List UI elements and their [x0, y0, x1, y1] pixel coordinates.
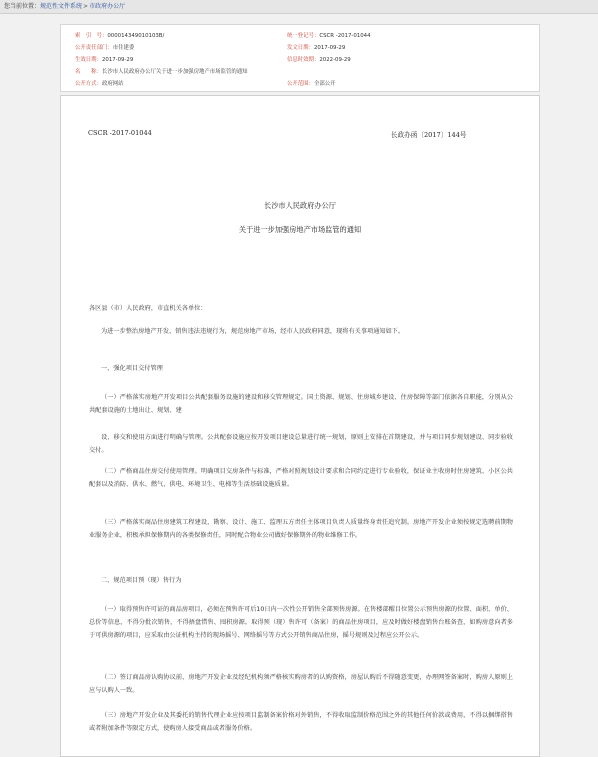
- meta-value: 2017-09-29: [313, 45, 346, 51]
- document-body: [60, 95, 540, 757]
- document-title: 关于进一步加强房地产市场监管的通知: [238, 225, 362, 234]
- breadcrumb-link-office[interactable]: 市政府办公厅: [89, 3, 126, 10]
- breadcrumb-label: 您当前位置：: [4, 3, 41, 10]
- salutation: 各区县（市）人民政府，市直机关各单位：: [89, 305, 207, 312]
- document-metadata-panel: [60, 24, 540, 92]
- meta-value: 长沙市人民政府办公厅关于进一步加强房地产市场监管的通知: [101, 69, 248, 75]
- meta-row-dept: [61, 42, 539, 54]
- meta-row-title: [61, 66, 539, 78]
- breadcrumb-link-system[interactable]: 规范性文件系统: [40, 3, 83, 10]
- meta-key: 生效日期：: [75, 57, 102, 63]
- meta-value: 市住建委: [112, 45, 135, 51]
- breadcrumb: [0, 0, 598, 13]
- paragraph: （三）房地产开发企业及其委托的销售代理企业应按项目监制备案价格对外销售，不得收取监制价格范围之外的其他任何价款或费用，不得以捆绑搭售或者附加条件等限定方式，使购房人接受商品或者服务价格。: [89, 712, 513, 732]
- paragraph: （三）严格落实商品住房建筑工程建设、勘察、设计、施工、监理五方责任主体项目负责人质量终身责任追究制。房地产开发企业须按规定选聘前期物业服务企业，积极承担保修期内的各类保修责任，同时配合物业公司做好保修期外的物业维修工作。: [89, 519, 513, 539]
- meta-value: 政府网站: [101, 81, 124, 87]
- section-heading: 二、规范项目预（现）售行为: [101, 577, 182, 584]
- meta-key: 公开责任部门：: [75, 45, 113, 51]
- document-number: 长政办函〔2017〕144号: [391, 131, 467, 139]
- meta-row-disclosure: [61, 78, 539, 90]
- meta-key: 统一登记号：: [287, 33, 320, 39]
- meta-key: 名 称：: [75, 69, 102, 75]
- meta-value: 全部公开: [313, 81, 336, 87]
- section-heading: 一、强化项目交付管理: [101, 365, 163, 372]
- paragraph: （一）严格落实房地产开发项目公共配套服务设施的建设和移交管理规定。国土资源、规划、住房城乡建设、住房保障等部门依据各自职能，分别从公共配套设施的土地出让、规划、建: [89, 394, 513, 414]
- meta-row-index: [61, 30, 539, 42]
- paragraph: 为进一步整治房地产开发、销售违法违规行为，规范房地产市场，经市人民政府同意，现将有关事项通知如下。: [101, 328, 405, 335]
- meta-value: 2017-09-29: [101, 57, 134, 63]
- issuer-name: 长沙市人民政府办公厅: [264, 201, 336, 210]
- meta-key: 发文日期：: [287, 45, 314, 51]
- meta-value: 000014349010103B/: [107, 33, 165, 39]
- paragraph: 设、移交和使用方面进行明确与管理。公共配套设施应按开发项目建设总量进行统一规划，原则上安排在首期建设，并与项目同步规划建设、同步验收交付。: [89, 434, 513, 454]
- paragraph: （二）签订商品房认购协议前，房地产开发企业及经纪机构须严格核实购房者的认购资格，房屋认购后不得随意变更，办理网签备案时，购房人原则上应与认购人一致。: [89, 674, 513, 694]
- paragraph: （一）取得预售许可证的商品房项目，必须在预售许可后10日内一次性公开销售全部预售房源。在售楼部醒目位置公示预售房源的位置、面积、单价、总价等信息，不得分批次销售，不得捂盘惜售、囤积房源。取得预（现）售许可（备案）的商品住房项目，应及时做好楼盘销售台账备查，如购房意向者多于可供房源的项目，应采取由公证机构主持的现场摇号、网络摇号等方式公开销售商品住房，摇号规则及过程应公开公示。: [89, 606, 513, 639]
- paragraph: （二）严格商品住房交付使用管理。明确项目交房条件与标准，严格对照规划设计要求和合同约定进行专业验收，保证业主收房时住房建筑、小区公共配套以及消防、供水、燃气、供电、环境卫生、电梯等生活基础设施质量。: [89, 468, 513, 488]
- breadcrumb-bar: [0, 0, 598, 14]
- registration-number: CSCR -2017-01044: [88, 129, 152, 137]
- meta-key: 公开方式：: [75, 81, 102, 87]
- meta-key: 公开范围：: [287, 81, 314, 87]
- meta-row-dates: [61, 54, 539, 66]
- breadcrumb-separator: >: [83, 3, 89, 10]
- meta-value: 2022-09-29: [319, 57, 351, 63]
- meta-key: 信息时效期：: [287, 57, 320, 63]
- meta-value: CSCR -2017-01044: [319, 33, 371, 39]
- meta-key: 索 引 号：: [75, 33, 108, 39]
